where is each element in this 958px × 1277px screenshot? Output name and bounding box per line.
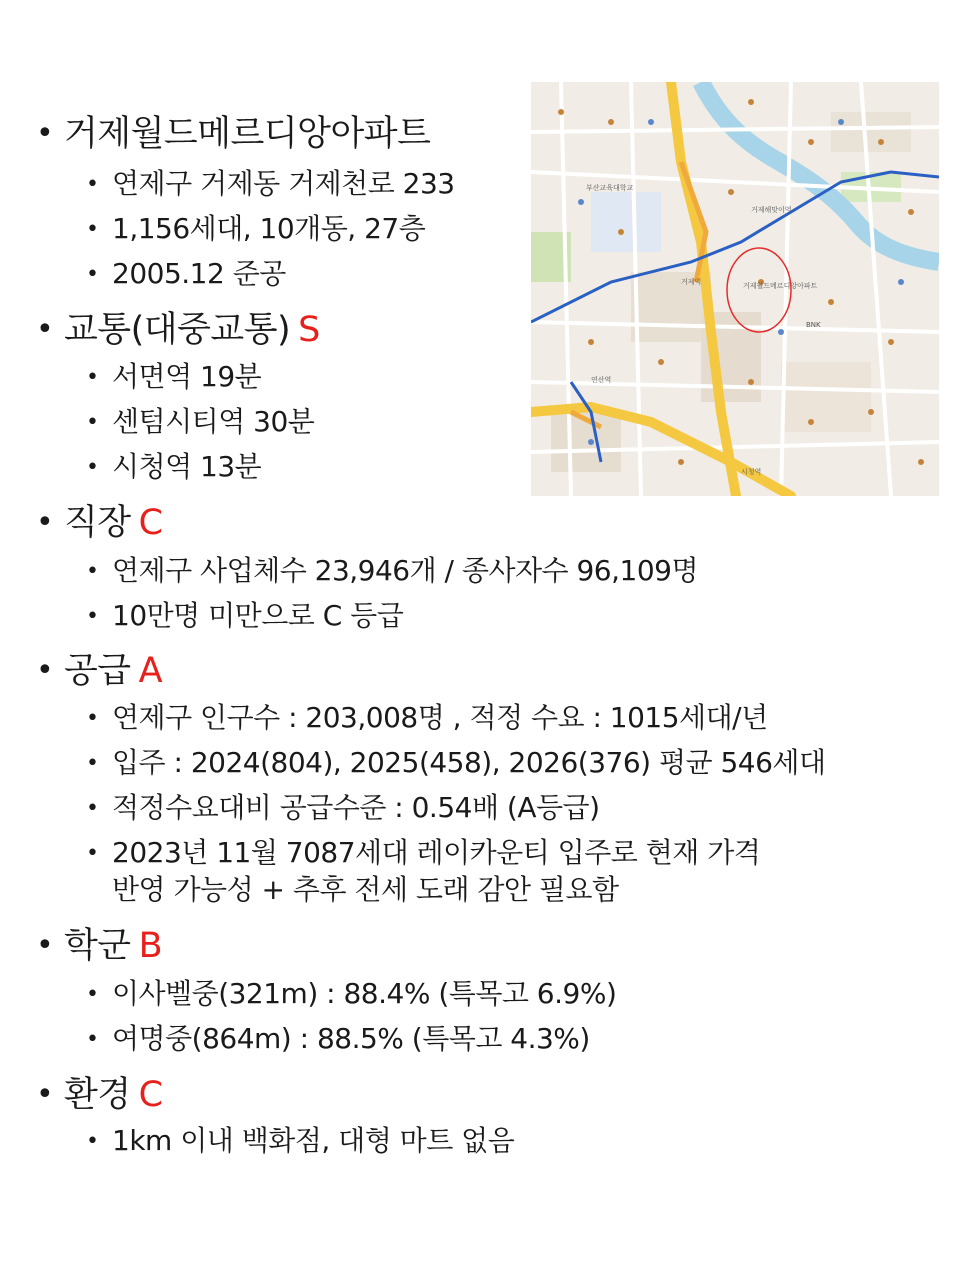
section-title-supply: • 공급 A: [36, 651, 163, 691]
location-map: [531, 82, 939, 496]
map-label: 연산역: [591, 376, 612, 384]
section-title-environment: • 환경 C: [36, 1075, 163, 1115]
section-title-apartment: • 거제월드메르디앙아파트: [36, 114, 431, 154]
grade-badge: C: [138, 503, 163, 543]
section-title-school: • 학군 B: [36, 926, 163, 966]
list-item: • 적정수요대비 공급수준 : 0.54배 (A등급): [86, 791, 600, 824]
grade-badge: B: [138, 926, 163, 966]
map-label: 시청역: [741, 468, 762, 476]
list-item-continuation: 반영 가능성 + 추후 전세 도래 감안 필요함: [112, 873, 619, 906]
list-item: • 1,156세대, 10개동, 27층: [86, 212, 426, 245]
grade-badge: C: [138, 1075, 163, 1115]
map-label: 거제월드메르디앙아파트: [743, 282, 818, 290]
list-item: • 시청역 13분: [86, 450, 262, 483]
map-label: 거제역: [681, 278, 702, 286]
list-item: • 연제구 인구수 : 203,008명 , 적정 수요 : 1015세대/년: [86, 701, 768, 734]
map-label: 부산교육대학교: [586, 184, 634, 192]
grade-badge: S: [298, 310, 320, 350]
list-item: • 서면역 19분: [86, 360, 262, 393]
list-item: • 2023년 11월 7087세대 레이카운티 입주로 현재 가격: [86, 836, 761, 869]
list-item: • 1km 이내 백화점, 대형 마트 없음: [86, 1124, 515, 1157]
map-label: BNK: [806, 321, 821, 329]
list-item: • 센텀시티역 30분: [86, 405, 315, 438]
list-item: • 2005.12 준공: [86, 257, 286, 290]
list-item: • 입주 : 2024(804), 2025(458), 2026(376) 평균 546세대: [86, 746, 826, 779]
list-item: • 여명중(864m) : 88.5% (특목고 4.3%): [86, 1022, 590, 1055]
list-item: • 연제구 거제동 거제천로 233: [86, 167, 455, 200]
list-item: • 연제구 사업체수 23,946개 / 종사자수 96,109명: [86, 554, 699, 587]
section-title-jobs: • 직장 C: [36, 503, 163, 543]
map-label: 거제해맞이역: [751, 206, 792, 214]
map-graphic: [531, 82, 939, 496]
grade-badge: A: [138, 651, 163, 691]
section-title-transport: • 교통(대중교통) S: [36, 310, 320, 350]
list-item: • 이사벨중(321m) : 88.4% (특목고 6.9%): [86, 977, 617, 1010]
list-item: • 10만명 미만으로 C 등급: [86, 599, 404, 632]
